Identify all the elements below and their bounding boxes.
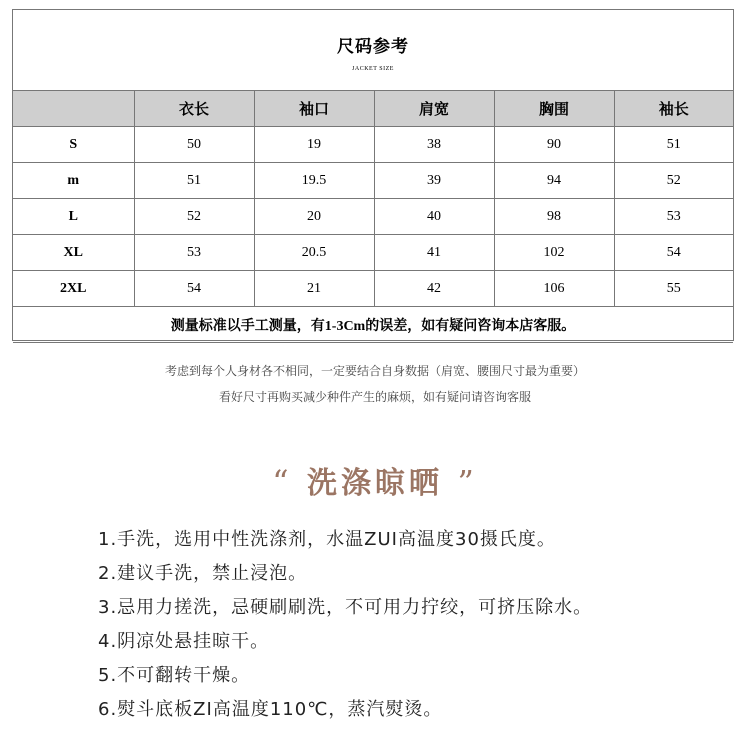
measurement-note: 测量标准以手工测量，有1-3Cm的误差，如有疑问咨询本店客服。 — [13, 307, 733, 343]
washing-section-title — [0, 458, 750, 502]
list-item: 4.阴凉处悬挂晾干。 — [98, 631, 270, 652]
size-label: XL — [13, 235, 134, 271]
table-cell: 19.5 — [254, 163, 374, 199]
size-chart — [12, 9, 734, 341]
size-label: S — [13, 127, 134, 163]
size-table — [13, 91, 733, 343]
table-row — [13, 271, 733, 307]
table-cell: 41 — [374, 235, 494, 271]
table-cell: 106 — [494, 271, 614, 307]
column-header: 衣长 — [134, 91, 254, 127]
table-header-row — [13, 91, 733, 127]
table-cell: 52 — [134, 199, 254, 235]
table-cell: 55 — [614, 271, 733, 307]
size-tip-line-1: 考虑到每个人身材各不相同，一定要结合自身数据（肩宽、腰围尺寸最为重要） — [164, 364, 585, 378]
list-item: 6.熨斗底板ZI高温度110℃，蒸汽熨烫。 — [98, 699, 443, 720]
table-cell: 102 — [494, 235, 614, 271]
washing-title-text: 洗涤晾晒 — [307, 466, 443, 501]
table-cell: 53 — [614, 199, 733, 235]
table-cell: 38 — [374, 127, 494, 163]
quote-close-mark: ” — [457, 463, 478, 501]
washing-instructions-list — [98, 526, 592, 730]
quote-open-mark: “ — [272, 463, 293, 501]
table-cell: 21 — [254, 271, 374, 307]
table-cell: 51 — [614, 127, 733, 163]
size-label: m — [13, 163, 134, 199]
table-cell: 39 — [374, 163, 494, 199]
size-tip-line-2: 看好尺寸再购买减少种件产生的麻烦，如有疑问请咨询客服 — [218, 390, 531, 404]
table-cell: 20 — [254, 199, 374, 235]
table-cell: 40 — [374, 199, 494, 235]
table-row — [13, 127, 733, 163]
column-header: 胸围 — [494, 91, 614, 127]
size-chart-header — [13, 10, 733, 91]
table-cell: 90 — [494, 127, 614, 163]
table-row — [13, 163, 733, 199]
table-row — [13, 199, 733, 235]
column-header: 袖口 — [254, 91, 374, 127]
table-cell: 54 — [134, 271, 254, 307]
table-cell: 53 — [134, 235, 254, 271]
table-cell: 42 — [374, 271, 494, 307]
table-cell: 52 — [614, 163, 733, 199]
size-label: L — [13, 199, 134, 235]
table-cell: 98 — [494, 199, 614, 235]
size-label: 2XL — [13, 271, 134, 307]
table-cell: 50 — [134, 127, 254, 163]
table-row — [13, 235, 733, 271]
column-header — [13, 91, 134, 127]
list-item: 5.不可翻转干燥。 — [98, 665, 251, 686]
table-cell: 54 — [614, 235, 733, 271]
table-cell: 20.5 — [254, 235, 374, 271]
measurement-note-row — [13, 307, 733, 343]
list-item: 3.忌用力搓洗，忌硬刷刷洗，不可用力拧绞，可挤压除水。 — [98, 597, 593, 618]
column-header: 肩宽 — [374, 91, 494, 127]
column-header: 袖长 — [614, 91, 733, 127]
table-cell: 51 — [134, 163, 254, 199]
list-item: 1.手洗，选用中性洗涤剂，水温ZUI高温度30摄氏度。 — [98, 529, 556, 550]
table-cell: 94 — [494, 163, 614, 199]
list-item: 2.建议手洗，禁止浸泡。 — [98, 563, 308, 584]
size-chart-subtitle: JACKET SIZE — [352, 66, 394, 72]
table-cell: 19 — [254, 127, 374, 163]
size-chart-title: 尺码参考 — [337, 37, 409, 57]
